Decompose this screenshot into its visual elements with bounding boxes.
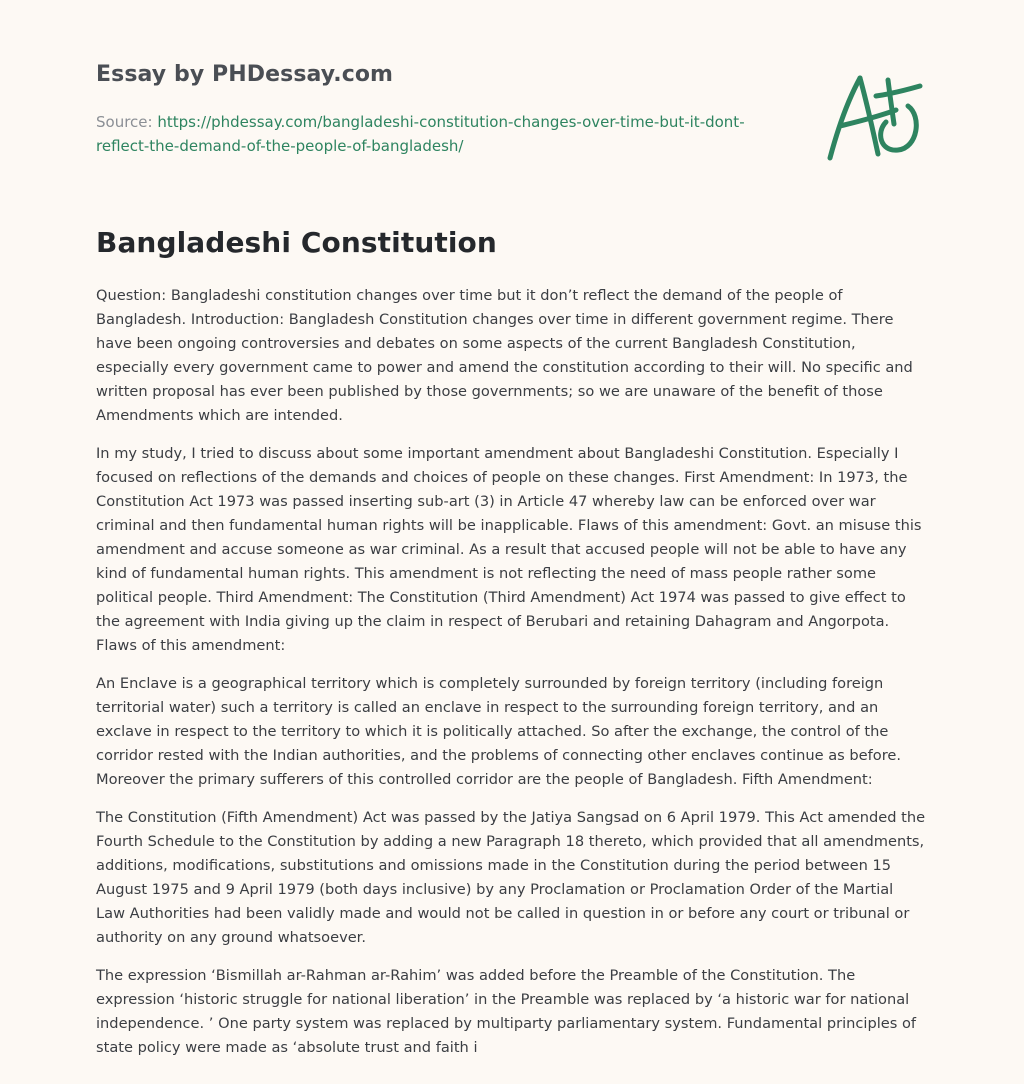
article-paragraph: In my study, I tried to discuss about some important amendment about Bangladeshi Constitution. Especially I focused on reflections of the demands and choices of people on these changes. First Amendment: In 1973, the Constitution Act 1973 was passed inserting sub-art (3) in Article 47 whereby law can be enforced over war criminal and then fundamental human rights will be inapplicable. Flaws of this amendment: Govt. an misuse this amendment and accuse someone as war criminal. As a result that accused people will not be able to have any kind of fundamental human rights. This amendment is not reflecting the need of mass people rather some political people. Third Amendment: The Constitution (Third Amendment) Act 1974 was passed to give effect to the agreement with India giving up the claim in respect of Berubari and retaining Dahagram and Angorpota. Flaws of this amendment:	[96, 445, 922, 654]
a-plus-logo-icon	[816, 66, 932, 166]
article-body	[96, 284, 926, 1074]
article-title: Bangladeshi Constitution	[96, 226, 497, 259]
article-paragraph: Question: Bangladeshi constitution changes over time but it don’t reflect the demand of the people of Bangladesh. Introduction: Bangladesh Constitution changes over time in different government regime. There have been ongoing controversies and debates on some aspects of the current Bangladesh Constitution, especially every government came to power and amend the constitution according to their will. No specific and written proposal has ever been published by those governments; so we are unaware of the benefit of those Amendments which are intended.	[96, 287, 913, 424]
site-brand: Essay by PHDessay.com	[96, 62, 394, 87]
source-label: Source:	[96, 113, 153, 131]
source-link[interactable]: https://phdessay.com/bangladeshi-constitution-changes-over-time-but-it-dont-reflect-the-demand-of-the-people-of-bangladesh/	[96, 113, 745, 155]
article-paragraph: The expression ‘Bismillah ar-Rahman ar-Rahim’ was added before the Preamble of the Constitution. The expression ‘historic struggle for national liberation’ in the Preamble was replaced by ‘a historic war for national independence. ’ One party system was replaced by multiparty parliamentary system. Fundamental principles of state policy were made as ‘absolute trust and faith i	[96, 967, 917, 1056]
source-line	[96, 110, 796, 158]
article-paragraph: An Enclave is a geographical territory which is completely surrounded by foreign territory (including foreign territorial water) such a territory is called an enclave in respect to the surrounding foreign territory, and an exclave in respect to the territory to which it is politically attached. So after the exchange, the control of the corridor rested with the Indian authorities, and the problems of connecting other enclaves continue as before. Moreover the primary sufferers of this controlled corridor are the people of Bangladesh. Fifth Amendment:	[96, 675, 902, 788]
article-paragraph: The Constitution (Fifth Amendment) Act was passed by the Jatiya Sangsad on 6 April 1979. This Act amended the Fourth Schedule to the Constitution by adding a new Paragraph 18 thereto, which provided that all amendments, additions, modifications, substitutions and omissions made in the Constitution during the period between 15 August 1975 and 9 April 1979 (both days inclusive) by any Proclamation or Proclamation Order of the Martial Law Authorities had been validly made and would not be called in question in or before any court or tribunal or authority on any ground whatsoever.	[96, 809, 926, 946]
